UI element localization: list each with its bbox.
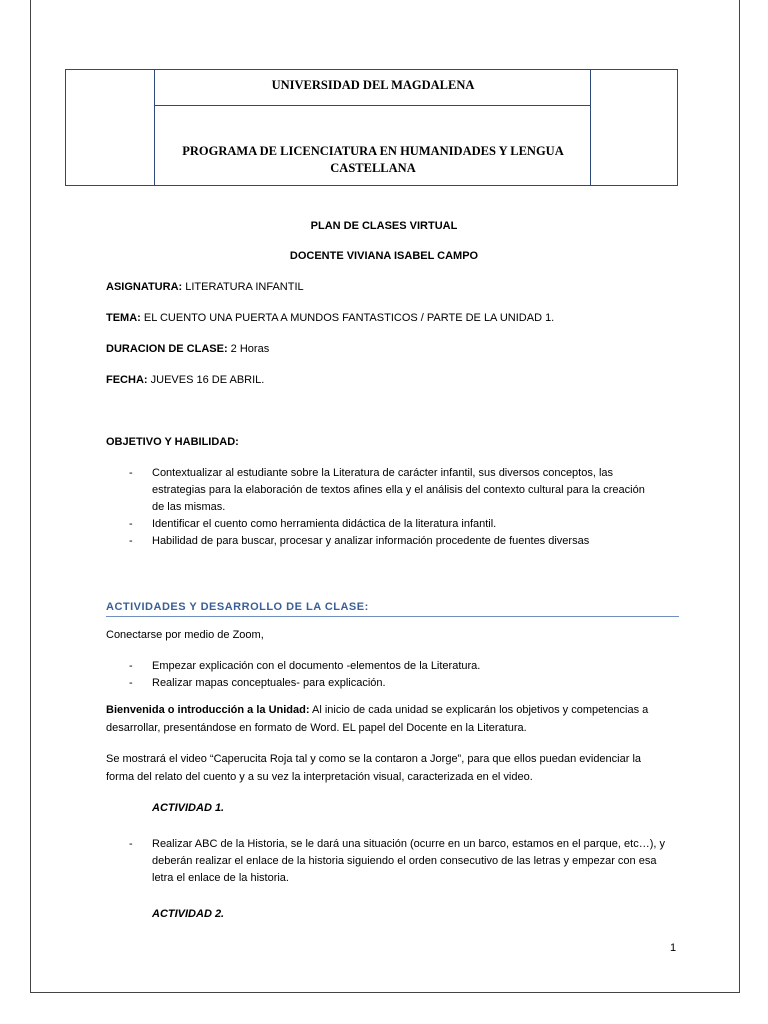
actividades-intro: Conectarse por medio de Zoom, [106, 629, 264, 641]
list-item: - Realizar mapas conceptuales- para explicación. [129, 675, 480, 692]
list-item: - Realizar ABC de la Historia, se le dará una situación (ocurre en un barco, estamos en el parque, etc…), y deberán realizar el enlace de la historia siguiendo el orden consecutivo de las letras y empezar con esa letra el enlace de la historia. [129, 836, 665, 887]
bienvenida-label: Bienvenida o introducción a la Unidad: [106, 704, 310, 716]
fecha-label: FECHA: [106, 374, 148, 386]
video-paragraph: Se mostrará el video “Caperucita Roja tal y como se la contaron a Jorge”, para que ellos puedan evidenciar la forma del relato del cuento y a su vez la interpretación visual, caracterizada en el video. [106, 753, 642, 783]
header-table [65, 69, 678, 186]
objetivo-list [129, 465, 645, 550]
program-name: PROGRAMA DE LICENCIATURA EN HUMANIDADES Y LENGUA CASTELLANA [182, 144, 564, 175]
objetivo-heading: OBJETIVO Y HABILIDAD: [106, 436, 239, 448]
tema-label: TEMA: [106, 312, 141, 324]
actividad-2-heading: ACTIVIDAD 2. [152, 908, 225, 920]
header-divider-middle [154, 105, 590, 106]
actividades-list [129, 658, 480, 692]
tema-value: EL CUENTO UNA PUERTA A MUNDOS FANTASTICOS / PARTE DE LA UNIDAD 1. [140, 312, 555, 324]
duracion-value: 2 Horas [227, 343, 270, 355]
teacher-name: DOCENTE VIVIANA ISABEL CAMPO [289, 250, 479, 262]
header-divider-right [590, 70, 591, 185]
page-number: 1 [670, 942, 677, 954]
fecha-line [106, 372, 264, 389]
list-item: - Identificar el cuento como herramienta didáctica de la literatura infantil. [129, 516, 645, 533]
bienvenida-paragraph: Bienvenida o introducción a la Unidad: Al inicio de cada unidad se explicarán los objetivos y competencias a desarrollar, presentándose en formato de Word. EL papel del Docente en la Literatura. [106, 704, 649, 734]
duracion-label: DURACION DE CLASE: [106, 343, 228, 355]
asignatura-value: LITERATURA INFANTIL [182, 281, 304, 293]
list-item: - Empezar explicación con el documento -elementos de la Literatura. [129, 658, 480, 675]
plan-title: PLAN DE CLASES VIRTUAL [310, 220, 458, 232]
actividad-1-list [129, 836, 665, 887]
asignatura-line [106, 279, 304, 296]
duracion-line [106, 341, 269, 358]
actividad-1-heading: ACTIVIDAD 1. [152, 802, 225, 814]
university-name: UNIVERSIDAD DEL MAGDALENA [271, 78, 475, 92]
list-item: - Habilidad de para buscar, procesar y analizar información procedente de fuentes diversas [129, 533, 645, 550]
tema-line [106, 310, 554, 327]
asignatura-label: ASIGNATURA: [106, 281, 183, 293]
header-divider-left [154, 70, 155, 185]
list-item: - Contextualizar al estudiante sobre la Literatura de carácter infantil, sus diversos conceptos, las estrategias para la elaboración de textos afines ella y el análisis del contexto cultural para la creación de las mismas. [129, 465, 645, 516]
actividades-heading: ACTIVIDADES Y DESARROLLO DE LA CLASE: [106, 601, 679, 617]
fecha-value: JUEVES 16 DE ABRIL. [147, 374, 265, 386]
